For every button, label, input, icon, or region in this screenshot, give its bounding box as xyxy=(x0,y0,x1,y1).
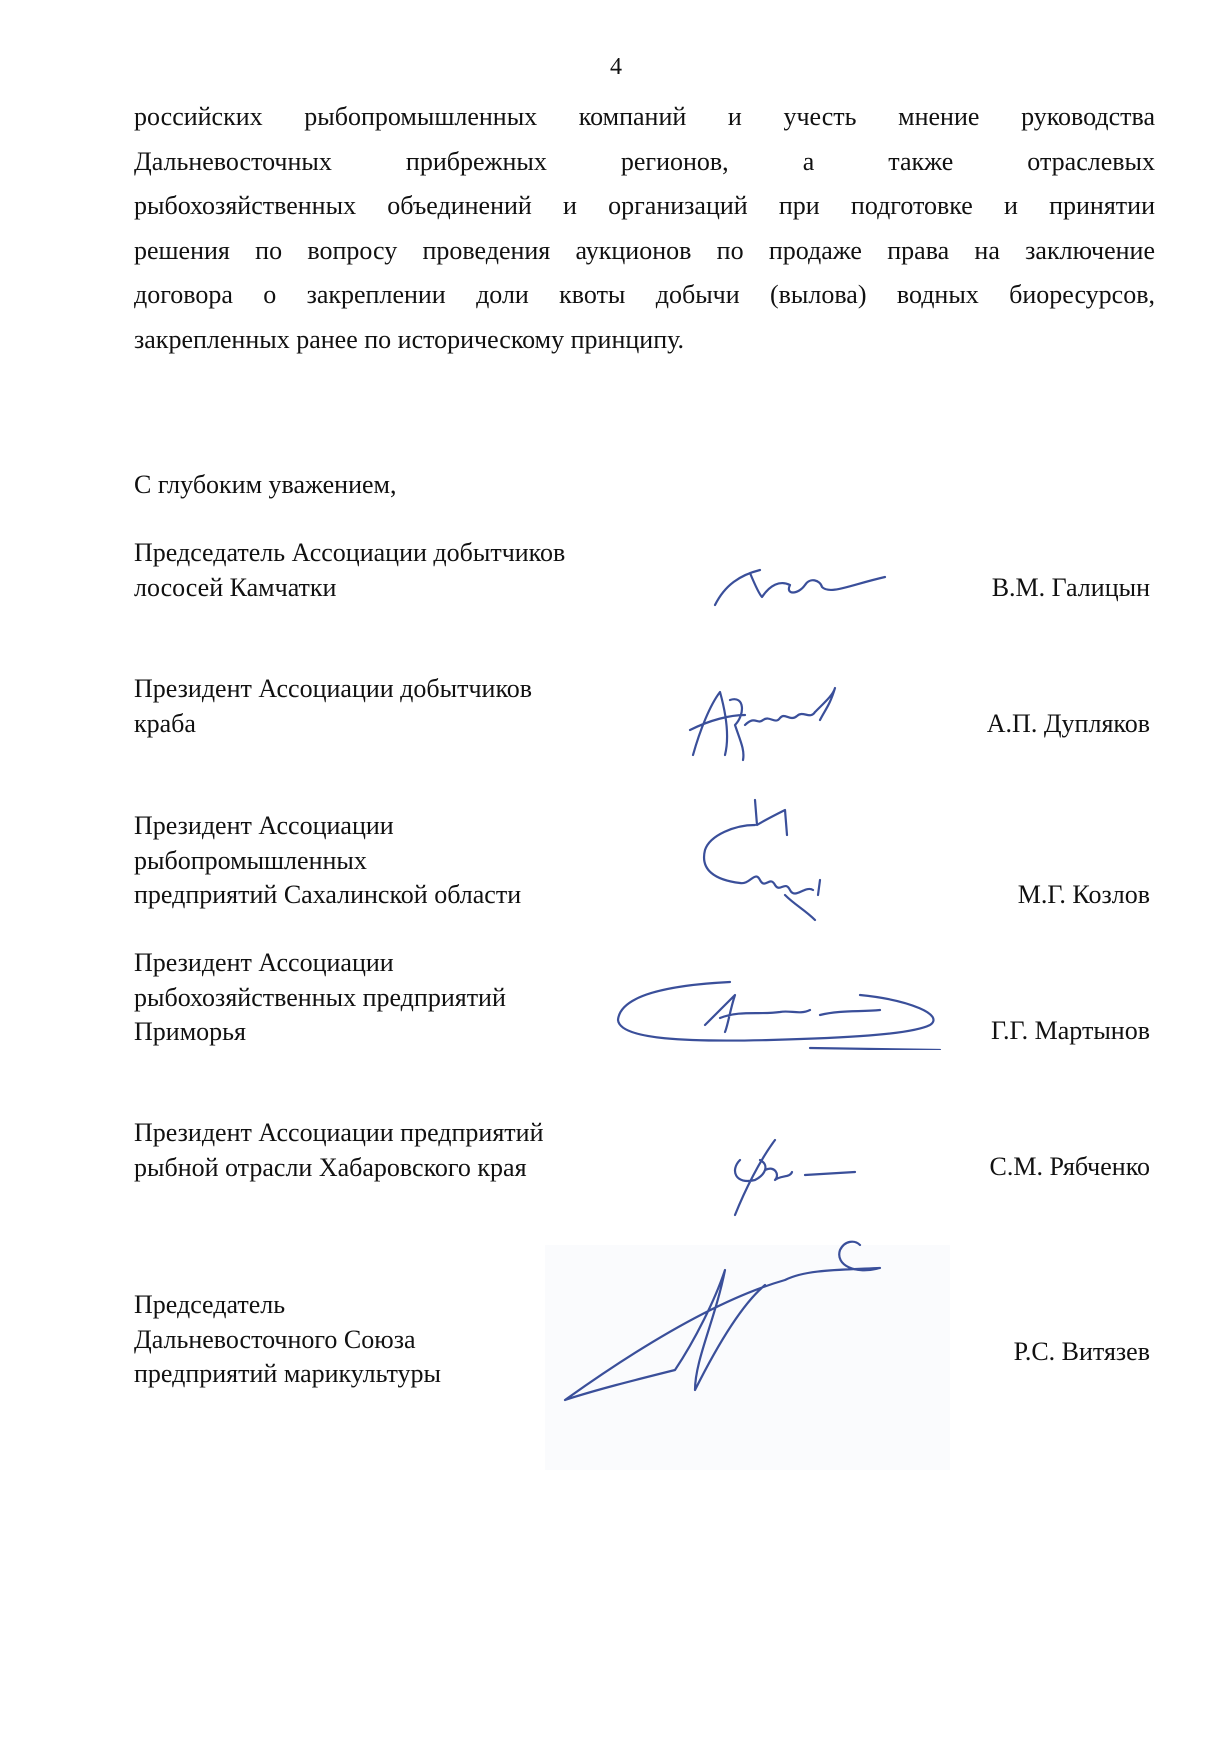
signature-kozlov xyxy=(695,795,855,925)
signatory-name: А.П. Дупляков xyxy=(986,709,1150,738)
signatory-role xyxy=(134,809,654,913)
role-line: рыбопромышленных xyxy=(134,845,367,875)
signatory-role xyxy=(134,536,654,605)
role-line: Президент Ассоциации предприятий xyxy=(134,1118,544,1147)
role-line: предприятий марикультуры xyxy=(134,1359,441,1388)
role-line: рыбохозяйственных предприятий xyxy=(134,982,506,1012)
role-line: Президент Ассоциации xyxy=(134,948,394,977)
body-paragraph xyxy=(134,95,1155,362)
signature-martynov xyxy=(610,970,950,1050)
signatory-name: М.Г. Козлов xyxy=(1017,880,1150,909)
role-line: Дальневосточного Союза xyxy=(134,1324,416,1354)
role-line: Президент Ассоциации xyxy=(134,811,394,840)
paragraph-line: рыбохозяйственных объединений и организаций при подготовке и принятии xyxy=(134,191,1155,220)
role-line: рыбной отрасли Хабаровского края xyxy=(134,1152,527,1182)
signature-duplyakov xyxy=(685,680,845,765)
signatory-name: С.М. Рябченко xyxy=(989,1152,1150,1181)
signatory-name: Р.С. Витязев xyxy=(1013,1337,1150,1366)
signatory-name: Г.Г. Мартынов xyxy=(990,1016,1150,1045)
role-line: Приморья xyxy=(134,1017,246,1046)
role-line: предприятий Сахалинской области xyxy=(134,880,522,909)
signatory-role xyxy=(134,1116,654,1185)
paragraph-line: закрепленных ранее по историческому принципу. xyxy=(134,324,684,354)
signature-galitsyn xyxy=(710,555,890,615)
paragraph-line: Дальневосточных прибрежных регионов, а также отраслевых xyxy=(134,146,1155,176)
paragraph-line: решения по вопросу проведения аукционов по продаже права на заключение xyxy=(134,235,1155,265)
paragraph-line: российских рыбопромышленных компаний и учесть мнение руководства xyxy=(134,102,1155,131)
signatory-role xyxy=(134,946,654,1050)
role-line: Председатель xyxy=(134,1290,286,1319)
page-number: 4 xyxy=(610,54,622,80)
signatory-name: В.М. Галицын xyxy=(991,573,1150,602)
paragraph-line: договора о закреплении доли квоты добычи (вылова) водных биоресурсов, xyxy=(134,280,1155,309)
signature-vityazev xyxy=(555,1240,895,1420)
signature-ryabchenko xyxy=(720,1130,860,1220)
role-line: лососей Камчатки xyxy=(134,572,337,602)
signatory-role xyxy=(134,672,654,741)
closing-salutation: С глубоким уважением, xyxy=(134,470,397,499)
role-line: краба xyxy=(134,708,196,738)
role-line: Председатель Ассоциации добытчиков xyxy=(134,538,566,567)
role-line: Президент Ассоциации добытчиков xyxy=(134,674,533,703)
